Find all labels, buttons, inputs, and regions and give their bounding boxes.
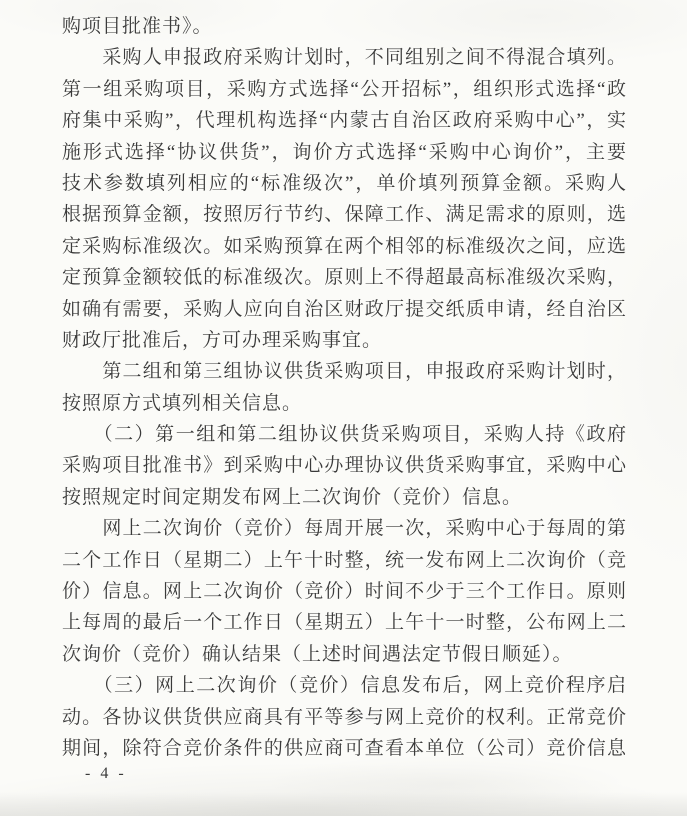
text-line: 次询价（竞价）确认结果（上述时间遇法定节假日顺延）。 [62,643,573,665]
text-line: 采购项目批准书》到采购中心办理协议供货采购事宜，采购中心 [62,455,626,477]
text-line: 动。各协议供货供应商具有平等参与网上竞价的权利。正常竞价 [62,706,626,728]
text-line: 根据预算金额，按照厉行节约、保障工作、满足需求的原则，选 [62,204,626,226]
text-line: 期间，除符合竞价条件的供应商可查看本单位（公司）竞价信息 [62,737,626,759]
text-line: 技术参数填列相应的“标准级次”，单价填列预算金额。采购人 [62,172,626,194]
text-line: 按照原方式填列相关信息。 [62,392,303,414]
text-line: 采购人申报政府采购计划时，不同组别之间不得混合填列。 [62,47,626,69]
text-line: 上每周的最后一个工作日（星期五）上午十一时整，公布网上二 [62,612,626,634]
text-line: 府集中采购”，代理机构选择“内蒙古自治区政府采购中心”，实 [62,110,626,132]
text-line: 财政厅批准后，方可办理采购事宜。 [62,329,383,351]
text-line: 第一组采购项目，采购方式选择“公开招标”，组织形式选择“政 [62,78,626,100]
text-line: 网上二次询价（竞价）每周开展一次，采购中心于每周的第 [62,518,626,540]
text-line: 按照规定时间定期发布网上二次询价（竞价）信息。 [62,486,523,508]
text-line: 如确有需要，采购人应向自治区财政厅提交纸质申请，经自治区 [62,298,626,320]
text-line: 第二组和第三组协议供货采购项目，申报政府采购计划时， [62,361,626,383]
text-line: （三）网上二次询价（竞价）信息发布后，网上竞价程序启 [62,675,626,697]
text-line: 施形式选择“协议供货”，询价方式选择“采购中心询价”，主要 [62,141,626,163]
text-line: （二）第一组和第二组协议供货采购项目，采购人持《政府 [62,424,626,446]
document-body [62,11,626,764]
text-line: 价）信息。网上二次询价（竞价）时间不少于三个工作日。原则 [62,581,626,603]
text-line: 定预算金额较低的标准级次。原则上不得超最高标准级次采购， [62,267,626,289]
text-line: 二个工作日（星期二）上午十时整，统一发布网上二次询价（竞 [62,549,626,571]
text-line: 购项目批准书》。 [62,16,213,37]
page-number: - 4 - [85,765,127,782]
text-line: 定采购标准级次。如采购预算在两个相邻的标准级次之间，应选 [62,235,626,257]
